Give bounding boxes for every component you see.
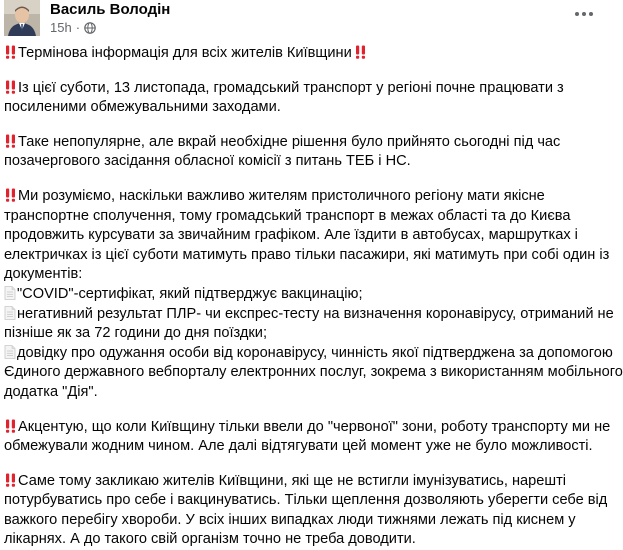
text-line: транспортне сполучення, тому громадський транспорт в межах області та до Києва [4,207,571,224]
text-line [4,79,610,99]
page-facing-up-icon [4,306,16,320]
author-name[interactable]: Василь Володін [50,1,171,18]
text-line: електричках із цієї суботи матимуть право тільки пасажири, які матимуть при собі один із [4,246,610,263]
paragraph-documents [4,187,623,403]
double-exclamation-icon [354,45,367,59]
text-line [4,418,610,438]
doc-list-item [4,305,614,325]
double-exclamation-icon [4,134,17,148]
more-options-button[interactable] [570,4,598,24]
text-span: негативний результат ПЛР- чи експрес-тесту на визначення коронавірусу, отриманий не [17,305,614,322]
text-line: пізніше як за 72 години до дня поїздки; [4,325,268,342]
paragraph-red-zone [4,418,610,457]
double-exclamation-icon [4,419,17,433]
text-span: Саме тому закликаю жителів Київщини, які ще не встигли імунізуватись, нарешті [18,472,567,489]
text-span: "COVID"-сертифікат, який підтверджує вакцинацію; [17,285,363,302]
paragraph-vaccination [4,472,610,550]
double-exclamation-icon [4,188,17,202]
post-body [4,44,623,550]
text-span: довідку про одужання особи від коронавірусу, чинність якої підтверджена за допомогою [17,344,613,361]
double-exclamation-icon [4,45,17,59]
meta-separator: · [75,20,81,35]
paragraph-schedule [4,79,610,118]
post-meta [50,20,96,36]
text-line: важкого перебігу хвороби. У всіх інших випадках люди тижнями лежать під киснем у [4,511,576,528]
post-header [4,0,604,40]
text-line: обмежували жодним чином. Але далі відтягувати цей момент уже не було можливості. [4,438,593,455]
avatar[interactable] [4,0,40,36]
post-timestamp[interactable]: 15h [50,20,72,35]
text-line: документів: [4,266,83,283]
double-exclamation-icon [4,80,17,94]
text-line [4,472,610,492]
text-line: потурбуватись про себе і вакцинуватись. Тільки щеплення дозволяють уберегти себе від [4,492,608,509]
page-facing-up-icon [4,286,16,300]
doc-list-item [4,344,613,364]
text-line: позачергового засідання обласної комісії з питань ТЕБ і НС. [4,153,411,170]
text-line: посиленими обмежувальними заходами. [4,99,281,116]
page-facing-up-icon [4,345,16,359]
text-span: Акцентую, що коли Київщину тільки ввели до "червоної" зони, роботу транспорту ми не [18,418,611,435]
paragraph-decision [4,133,610,172]
text-line [4,187,610,207]
text-span: Таке непопулярне, але вкрай необхідне рішення було прийнято сьогодні під час [18,133,561,150]
more-horizontal-icon [574,11,594,17]
text-line [4,133,610,153]
text-span: Із цієї суботи, 13 листопада, громадський транспорт у регіоні почне працювати з [18,79,564,96]
text-line [4,44,610,64]
title-text: Термінова інформація для всіх жителів Київщини [18,45,352,61]
text-span: Ми розуміємо, наскільки важливо жителям пристоличного регіону мати якісне [18,187,545,204]
double-exclamation-icon [4,473,17,487]
avatar-photo [4,0,40,36]
globe-icon[interactable] [84,22,96,34]
text-line: продовжить курсувати за звичайним графіком. Але їздити в автобусах, маршрутках і [4,227,578,244]
text-line: Єдиного державного вебпорталу електронних послуг, зокрема з використанням мобільного [4,364,623,381]
post-title [4,44,610,64]
text-line: лікарнях. А до такого свій організм точно не треба доводити. [4,531,416,548]
doc-list-item [4,285,610,305]
text-line: додатка "Дія". [4,383,98,400]
